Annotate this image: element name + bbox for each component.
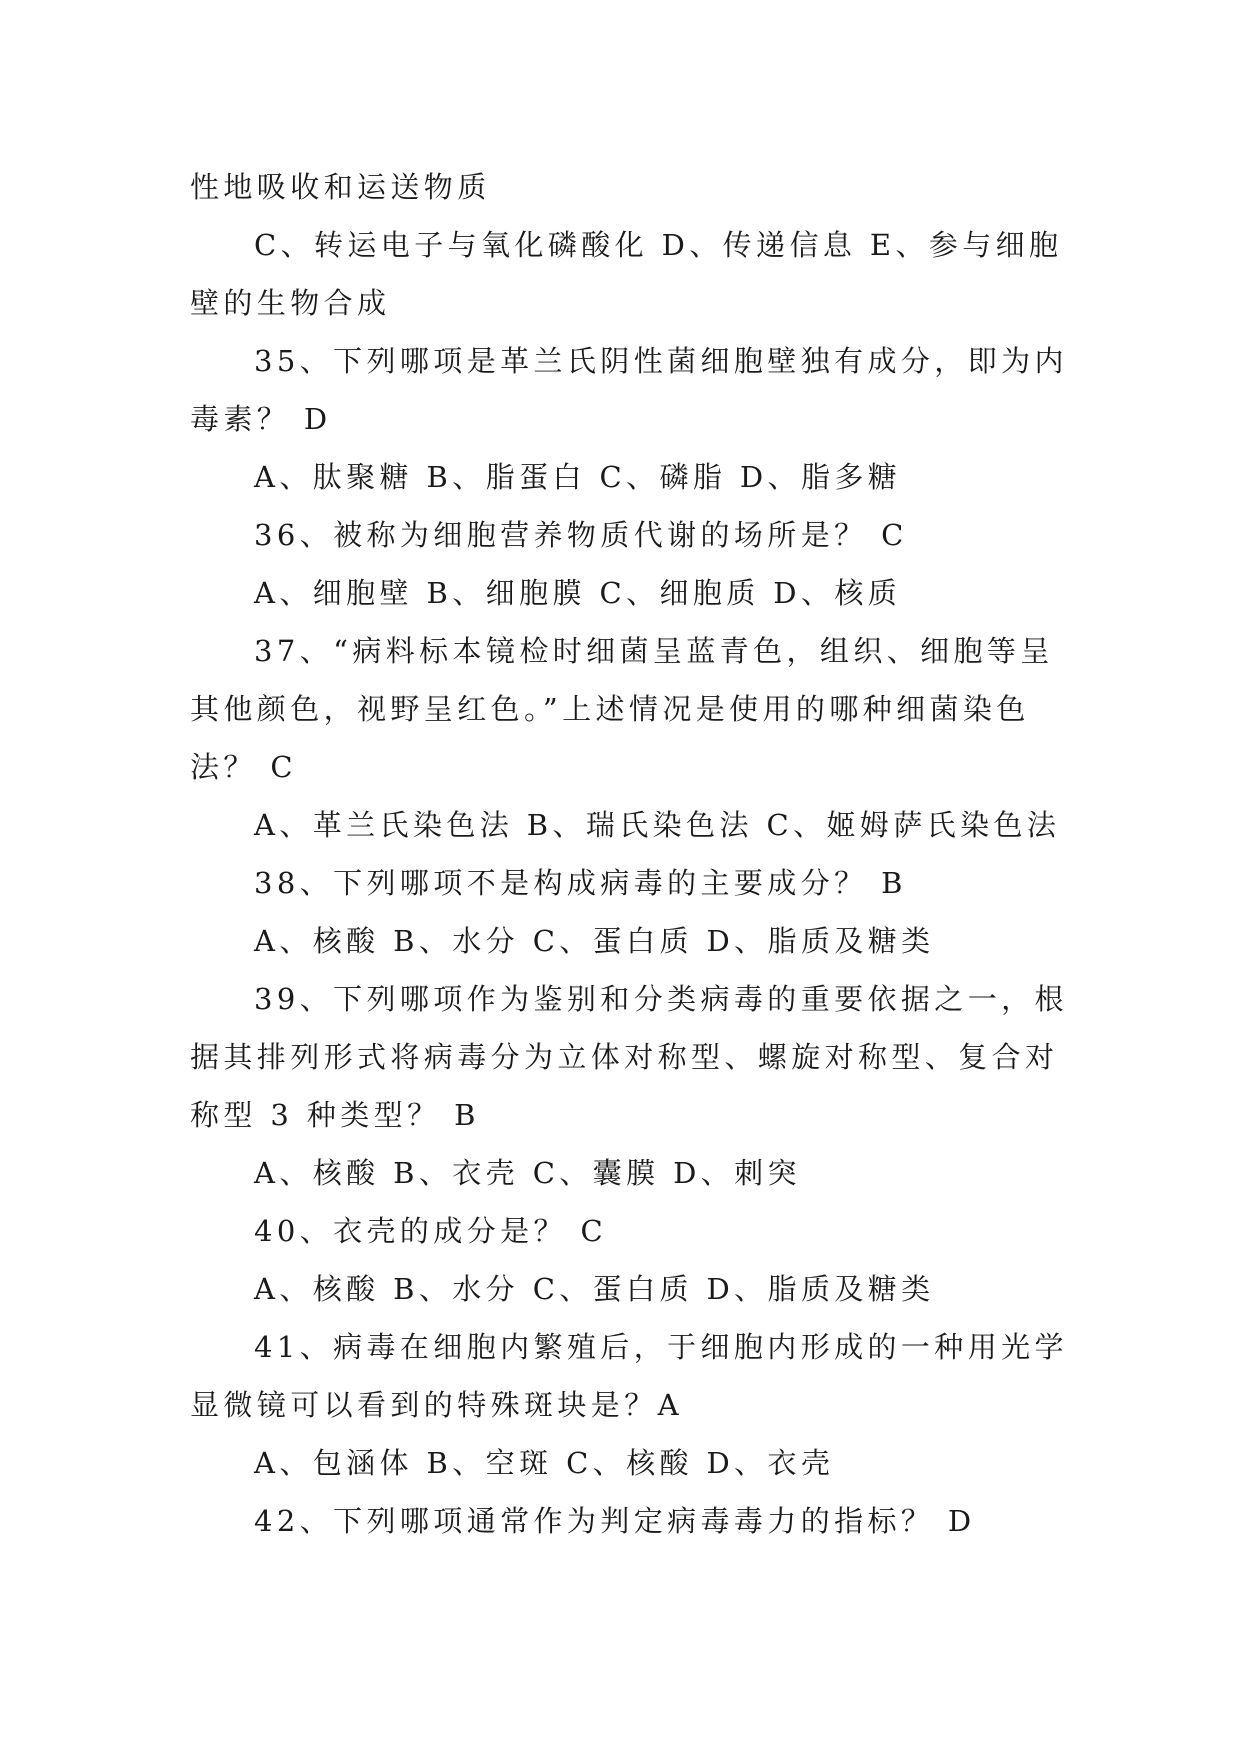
text-line: 据其排列形式将病毒分为立体对称型、螺旋对称型、复合对 [190, 1040, 1059, 1074]
question-37: 37、“病料标本镜检时细菌呈蓝青色，组织、细胞等呈 [254, 634, 1054, 668]
question-42: 42、下列哪项通常作为判定病毒毒力的指标？ D [254, 1504, 976, 1538]
options-38: A、核酸 B、水分 C、蛋白质 D、脂质及糖类 [254, 924, 935, 958]
text-line: 毒素？ D [190, 402, 332, 436]
options-37: A、革兰氏染色法 B、瑞氏染色法 C、姬姆萨氏染色法 [254, 808, 1061, 842]
options-40: A、核酸 B、水分 C、蛋白质 D、脂质及糖类 [254, 1272, 935, 1306]
question-36: 36、被称为细胞营养物质代谢的场所是？ C [254, 518, 908, 552]
options-39: A、核酸 B、衣壳 C、囊膜 D、刺突 [254, 1156, 801, 1190]
text-line: 称型 3 种类型？ B [190, 1098, 480, 1132]
question-39: 39、下列哪项作为鉴别和分类病毒的重要依据之一，根 [254, 982, 1068, 1016]
text-line: C、转运电子与氧化磷酸化 D、传递信息 E、参与细胞 [254, 228, 1063, 262]
text-line: 显微镜可以看到的特殊斑块是？A [190, 1388, 683, 1422]
text-line: 性地吸收和运送物质 [190, 170, 491, 204]
document-body [190, 158, 1068, 1550]
question-35: 35、下列哪项是革兰氏阴性菌细胞壁独有成分，即为内 [254, 344, 1068, 378]
question-40: 40、衣壳的成分是？ C [254, 1214, 608, 1248]
options-36: A、细胞壁 B、细胞膜 C、细胞质 D、核质 [254, 576, 902, 610]
question-41: 41、病毒在细胞内繁殖后，于细胞内形成的一种用光学 [254, 1330, 1068, 1364]
text-line: 法？ C [190, 750, 298, 784]
options-41: A、包涵体 B、空斑 C、核酸 D、衣壳 [254, 1446, 835, 1480]
options-35: A、肽聚糖 B、脂蛋白 C、磷脂 D、脂多糖 [254, 460, 902, 494]
question-38: 38、下列哪项不是构成病毒的主要成分？ B [254, 866, 907, 900]
text-line: 其他颜色，视野呈红色。”上述情况是使用的哪种细菌染色 [190, 692, 1030, 726]
text-line: 壁的生物合成 [190, 286, 391, 320]
